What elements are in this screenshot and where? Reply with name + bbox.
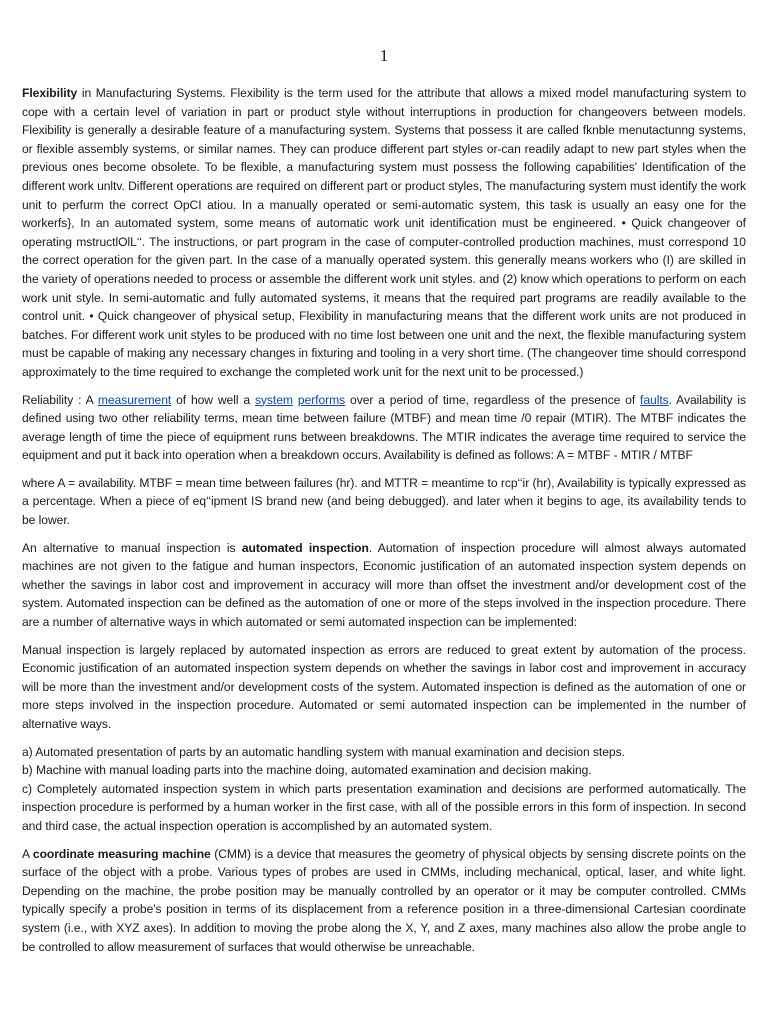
reliability-text-4: . Availability is defined using two other reliability terms, mean time between failure (MTBF) and mean time /0 repair (MTIR). The MTBF indicates the average length of time the piece of equipment runs between breakdowns. The MTIR indicates the average time required to service the equipment and put it back into operation when a breakdown occurs. Availability is defined as follows: A = MTBF - MTIR / MTBF <box>22 392 747 463</box>
list-item-a: a) Automated presentation of parts by an automatic handling system with manual examination and decision steps. <box>22 744 625 759</box>
paragraph-manual: Manual inspection is largely replaced by automated inspection as errors are reduced to great extent by automation of the process. Economic justification of an automated inspection system depends on whether the savings in labor cost and improvement in accuracy will be more than the investment and/or development costs of the system. Automated inspection is defined as the automation of one or more steps involved in the inspection procedure. Automated or semi automated inspection can be implemented in the number of alternative ways. <box>22 642 746 731</box>
paragraph-reliability <box>22 391 746 465</box>
alternative-text-1: An alternative to manual inspection is <box>22 540 242 555</box>
flexibility-lead: Flexibility <box>22 86 78 100</box>
paragraph-cmm <box>22 845 746 957</box>
list-item-c: c) Completely automated inspection system in which parts presentation examination and decisions are performed automatically. The inspection procedure is performed by a human worker in the first case, with all of the possible errors in this form of inspection. In second and third case, the actual inspection operation is accomplished by an automated system. <box>22 781 746 833</box>
link-faults[interactable]: faults <box>640 392 669 407</box>
flexibility-text: in Manufacturing Systems. Flexibility is the term used for the attribute that allows a mixed model manufacturing system to cope with a certain level of variation in part or product style without interruptions in production for changeovers between models. Flexibility is generally a desirable feature of a manufacturing system. Systems that possess it are called fknble menutactunng systems, or flexible assembly systems, or similar names. They can produce different part styles or-can readily adapt to new part styles when the previous ones become obsolete. To be flexible, a manufacturing system must possess the following capabilities' Identification of the different work unltv. Different operations are required on different part or product styles, The manufacturing system must identify the work unit to perfurm the correct OpCI atiou. In a manually operated or semi-automatic system, this task is usually an easy one for the workerfs}, In an automated system, some means of automatic work unit identification must be engineered. • Quick changeover of operating mstructlOlL‘‘. The instructions, or part program in the case of computer-controlled production machines, must correspond 10 the correct operation for the given part. In the case of a manually operated system. this generally means workers who (I) are skilled in the variety of operations needed to process or assemble the different work unit styles. and (2) know which operations to perform on each work unit style. In semi-automatic and fully automated systems, it means that the required part programs are readily available to the control unit. • Quick changeover of physical setup, Flexibility in manufacturing means that the different work units are not produced in batches. For different work unit styles to be produced with no time lost between one unit and the next, the flexible manufacturing system must be capable of making any necessary changes in fixturing and tooling in a very short time. (The changeover time should correspond approximately to the time required to exchange the completed work unit for the next unit to be processed.) <box>22 86 746 379</box>
paragraph-flexibility <box>22 84 746 382</box>
link-measurement[interactable]: measurement <box>97 392 172 407</box>
link-system[interactable]: system <box>254 392 293 407</box>
list-item-b: b) Machine with manual loading parts into the machine doing, automated examination and decision making. <box>22 763 592 778</box>
alternative-bold: automated inspection <box>241 540 369 555</box>
paragraph-where: where A = availability. MTBF = mean time between failures (hr). and MTTR = meantime to rcp‘‘ir (hr), Availability is typically expressed as a percentage. When a piece of eq‘‘ipment IS brand new (and being debugged). and later when it begins to age, its availability tends to be lower. <box>22 475 746 528</box>
link-performs[interactable]: performs <box>297 392 346 407</box>
cmm-bold: coordinate measuring machine <box>32 846 211 861</box>
cmm-text-2: (CMM) is a device that measures the geometry of physical objects by sensing discrete points on the surface of the object with a probe. Various types of probes are used in CMMs, including mechanical, optical, laser, and white light. Depending on the machine, the probe position may be manually controlled by an operator or it may be computer controlled. CMMs typically specify a probe's position in terms of its displacement from a reference position in a three-dimensional Cartesian coordinate system (i.e., with XYZ axes). In addition to moving the probe along the X, Y, and Z axes, many machines also allow the probe angle to be controlled to allow measurement of surfaces that would otherwise be unreachable. <box>22 846 746 954</box>
alternative-text-2: . Automation of inspection procedure will almost always automated machines are not given to the fatigue and human inspectors, Economic justification of an automated inspection system depends on whether the savings in labor cost and improvement in accuracy will more than offset the investment and/or development cost of the system. Automated inspection can be defined as the automation of one or more of the steps involved in the inspection procedure. There are a number of alternative ways in which automated or semi automated inspection can be implemented: <box>22 540 746 630</box>
reliability-text-3: over a period of time, regardless of the presence of <box>345 392 641 407</box>
page-number: 1 <box>379 46 389 65</box>
reliability-text-2: of how well a <box>171 392 255 407</box>
cmm-text-1: A <box>22 846 33 861</box>
reliability-text-1: Reliability : A <box>22 392 98 407</box>
paragraph-alternative <box>22 539 746 632</box>
